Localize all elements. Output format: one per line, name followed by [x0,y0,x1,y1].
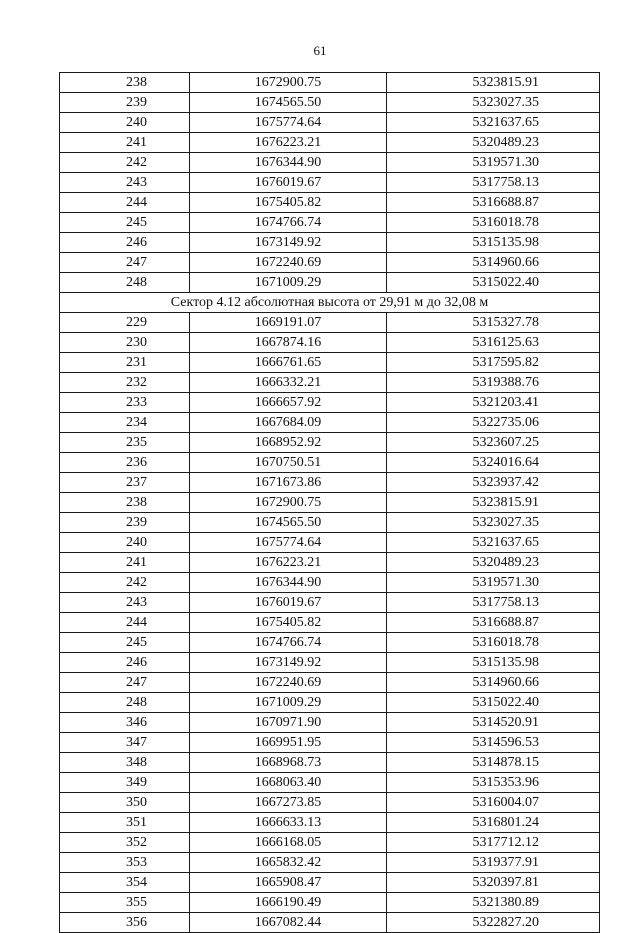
table-row [60,833,600,853]
point-number-cell: 243 [60,593,190,613]
table-row [60,633,600,653]
x-coordinate-cell: 1668968.73 [190,753,387,773]
table-row [60,773,600,793]
table-row [60,93,600,113]
table-row [60,413,600,433]
table-row [60,693,600,713]
table-row [60,433,600,453]
point-number-cell: 229 [60,313,190,333]
x-coordinate-cell: 1676019.67 [190,593,387,613]
x-coordinate-cell: 1665832.42 [190,853,387,873]
y-coordinate-cell: 5315022.40 [387,273,600,293]
point-number-cell: 242 [60,153,190,173]
point-number-cell: 241 [60,553,190,573]
x-coordinate-cell: 1673149.92 [190,233,387,253]
y-coordinate-cell: 5314878.15 [387,753,600,773]
y-coordinate-cell: 5316688.87 [387,613,600,633]
table-row [60,653,600,673]
x-coordinate-cell: 1675774.64 [190,533,387,553]
x-coordinate-cell: 1674565.50 [190,93,387,113]
point-number-cell: 350 [60,793,190,813]
y-coordinate-cell: 5314960.66 [387,673,600,693]
table-row [60,373,600,393]
table-row [60,913,600,933]
table-row [60,353,600,373]
x-coordinate-cell: 1666633.13 [190,813,387,833]
point-number-cell: 242 [60,573,190,593]
point-number-cell: 348 [60,753,190,773]
coordinates-table [59,72,600,933]
x-coordinate-cell: 1672900.75 [190,73,387,93]
x-coordinate-cell: 1672900.75 [190,493,387,513]
x-coordinate-cell: 1665908.47 [190,873,387,893]
point-number-cell: 248 [60,693,190,713]
x-coordinate-cell: 1666168.05 [190,833,387,853]
table-row [60,753,600,773]
y-coordinate-cell: 5321637.65 [387,533,600,553]
table-row [60,533,600,553]
table-row [60,853,600,873]
x-coordinate-cell: 1671009.29 [190,273,387,293]
x-coordinate-cell: 1666657.92 [190,393,387,413]
x-coordinate-cell: 1675405.82 [190,193,387,213]
x-coordinate-cell: 1667684.09 [190,413,387,433]
point-number-cell: 231 [60,353,190,373]
point-number-cell: 239 [60,513,190,533]
table-row [60,273,600,293]
x-coordinate-cell: 1671673.86 [190,473,387,493]
x-coordinate-cell: 1667273.85 [190,793,387,813]
point-number-cell: 239 [60,93,190,113]
y-coordinate-cell: 5319388.76 [387,373,600,393]
y-coordinate-cell: 5323815.91 [387,73,600,93]
table-row [60,73,600,93]
y-coordinate-cell: 5319377.91 [387,853,600,873]
table-row [60,673,600,693]
y-coordinate-cell: 5314960.66 [387,253,600,273]
table-row [60,193,600,213]
y-coordinate-cell: 5316018.78 [387,633,600,653]
x-coordinate-cell: 1666761.65 [190,353,387,373]
y-coordinate-cell: 5316688.87 [387,193,600,213]
y-coordinate-cell: 5323027.35 [387,93,600,113]
point-number-cell: 247 [60,673,190,693]
y-coordinate-cell: 5319571.30 [387,153,600,173]
point-number-cell: 346 [60,713,190,733]
point-number-cell: 354 [60,873,190,893]
x-coordinate-cell: 1676019.67 [190,173,387,193]
point-number-cell: 351 [60,813,190,833]
point-number-cell: 245 [60,633,190,653]
y-coordinate-cell: 5323815.91 [387,493,600,513]
table-row [60,453,600,473]
y-coordinate-cell: 5314520.91 [387,713,600,733]
point-number-cell: 246 [60,233,190,253]
x-coordinate-cell: 1667082.44 [190,913,387,933]
table-row [60,473,600,493]
point-number-cell: 347 [60,733,190,753]
y-coordinate-cell: 5323607.25 [387,433,600,453]
table-row [60,873,600,893]
y-coordinate-cell: 5321637.65 [387,113,600,133]
table-row [60,893,600,913]
point-number-cell: 240 [60,113,190,133]
x-coordinate-cell: 1674766.74 [190,633,387,653]
y-coordinate-cell: 5316004.07 [387,793,600,813]
point-number-cell: 240 [60,533,190,553]
point-number-cell: 349 [60,773,190,793]
y-coordinate-cell: 5322827.20 [387,913,600,933]
y-coordinate-cell: 5323027.35 [387,513,600,533]
point-number-cell: 243 [60,173,190,193]
point-number-cell: 241 [60,133,190,153]
point-number-cell: 248 [60,273,190,293]
point-number-cell: 235 [60,433,190,453]
x-coordinate-cell: 1675405.82 [190,613,387,633]
y-coordinate-cell: 5316018.78 [387,213,600,233]
table-row [60,213,600,233]
x-coordinate-cell: 1674766.74 [190,213,387,233]
y-coordinate-cell: 5315327.78 [387,313,600,333]
x-coordinate-cell: 1668952.92 [190,433,387,453]
point-number-cell: 236 [60,453,190,473]
table-row [60,813,600,833]
y-coordinate-cell: 5317712.12 [387,833,600,853]
page-number: 61 [313,43,327,58]
y-coordinate-cell: 5317758.13 [387,173,600,193]
x-coordinate-cell: 1676223.21 [190,553,387,573]
y-coordinate-cell: 5314596.53 [387,733,600,753]
x-coordinate-cell: 1669191.07 [190,313,387,333]
point-number-cell: 352 [60,833,190,853]
y-coordinate-cell: 5316801.24 [387,813,600,833]
y-coordinate-cell: 5315135.98 [387,653,600,673]
table-row [60,793,600,813]
y-coordinate-cell: 5316125.63 [387,333,600,353]
point-number-cell: 356 [60,913,190,933]
x-coordinate-cell: 1676344.90 [190,153,387,173]
point-number-cell: 234 [60,413,190,433]
x-coordinate-cell: 1670750.51 [190,453,387,473]
y-coordinate-cell: 5321380.89 [387,893,600,913]
x-coordinate-cell: 1668063.40 [190,773,387,793]
y-coordinate-cell: 5317595.82 [387,353,600,373]
table-row [60,233,600,253]
y-coordinate-cell: 5321203.41 [387,393,600,413]
point-number-cell: 244 [60,613,190,633]
x-coordinate-cell: 1676344.90 [190,573,387,593]
table-row [60,593,600,613]
x-coordinate-cell: 1671009.29 [190,693,387,713]
table-row [60,493,600,513]
y-coordinate-cell: 5320489.23 [387,133,600,153]
y-coordinate-cell: 5317758.13 [387,593,600,613]
y-coordinate-cell: 5320397.81 [387,873,600,893]
x-coordinate-cell: 1674565.50 [190,513,387,533]
point-number-cell: 237 [60,473,190,493]
point-number-cell: 238 [60,493,190,513]
table-row [60,173,600,193]
point-number-cell: 233 [60,393,190,413]
table-row [60,113,600,133]
x-coordinate-cell: 1675774.64 [190,113,387,133]
y-coordinate-cell: 5315022.40 [387,693,600,713]
table-row [60,733,600,753]
coordinates-table-body [60,73,600,933]
table-row [60,333,600,353]
x-coordinate-cell: 1672240.69 [190,673,387,693]
table-row [60,253,600,273]
point-number-cell: 232 [60,373,190,393]
point-number-cell: 245 [60,213,190,233]
table-row [60,573,600,593]
table-row [60,313,600,333]
table-row [60,553,600,573]
point-number-cell: 230 [60,333,190,353]
x-coordinate-cell: 1669951.95 [190,733,387,753]
x-coordinate-cell: 1673149.92 [190,653,387,673]
section-title: Сектор 4.12 абсолютная высота от 29,91 м до 32,08 м [60,293,600,313]
section-header-row [60,293,600,313]
table-row [60,153,600,173]
point-number-cell: 238 [60,73,190,93]
table-row [60,393,600,413]
point-number-cell: 246 [60,653,190,673]
point-number-cell: 353 [60,853,190,873]
x-coordinate-cell: 1670971.90 [190,713,387,733]
x-coordinate-cell: 1676223.21 [190,133,387,153]
y-coordinate-cell: 5320489.23 [387,553,600,573]
x-coordinate-cell: 1667874.16 [190,333,387,353]
y-coordinate-cell: 5322735.06 [387,413,600,433]
y-coordinate-cell: 5315353.96 [387,773,600,793]
table-row [60,613,600,633]
x-coordinate-cell: 1672240.69 [190,253,387,273]
table-row [60,513,600,533]
point-number-cell: 247 [60,253,190,273]
y-coordinate-cell: 5315135.98 [387,233,600,253]
point-number-cell: 244 [60,193,190,213]
table-row [60,713,600,733]
y-coordinate-cell: 5323937.42 [387,473,600,493]
y-coordinate-cell: 5324016.64 [387,453,600,473]
x-coordinate-cell: 1666190.49 [190,893,387,913]
point-number-cell: 355 [60,893,190,913]
y-coordinate-cell: 5319571.30 [387,573,600,593]
table-row [60,133,600,153]
x-coordinate-cell: 1666332.21 [190,373,387,393]
